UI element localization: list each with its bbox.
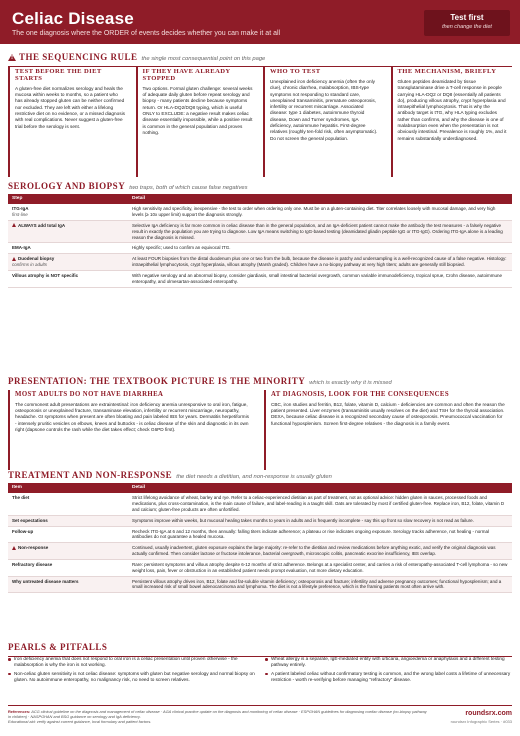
table-row — [8, 576, 512, 593]
sequencing-boxes — [8, 67, 512, 177]
pearls-section-header — [8, 642, 512, 657]
table-row — [8, 220, 512, 243]
row-detail: Continued, usually inadvertent, gluten exposure explains the large majority: re-refer to the dietitian and review medications before anything exotic, and verify the original diagnosis was actually confirmed. Then consider lactose or fructose intolerance, bacterial overgrowth, microscopic colitis, pancreatic exocrine insufficiency, IBS overlap. — [128, 543, 512, 560]
page-title: Celiac Disease — [12, 9, 134, 28]
presentation-right — [264, 390, 512, 470]
row-key: Set expectations — [8, 515, 128, 526]
serology-section-header — [8, 181, 512, 193]
box-heading: IF THEY HAVE ALREADY STOPPED — [142, 68, 231, 82]
box-body: Gluten peptides deamidated by tissue transglutaminase drive a T-cell response in people carrying HLA-DQ2 or DQ8 (essentially all patients do), producing villous atrophy, crypt hyperplasia and intraepithelial lymphocytosis. That is why the antibody target is tTG, why HLA typing excludes rather than confirms, and why the disease is one of malabsorption even when the presentation is not obviously intestinal. Prevalence is roughly 1%, and it remains substantially underdiagnosed. — [397, 78, 507, 141]
table-row — [8, 515, 512, 526]
row-detail: At least FOUR biopsies from the distal duodenum plus one or two from the bulb, because the disease is patchy and undersampling is a well-recognized cause of a false negative. Histology: intraepithelial lymphocytosis, crypt hyperplasia, villous atrophy (Marsh graded). Children have a no-biopsy pathway at very high titers; adults are generally still biopsied. — [128, 254, 512, 271]
list-item: A patient labeled celiac without confirmatory testing is common, and the wrong label costs a lifetime of unnecessary restriction - worth re-verifying before managing "refractory" disease. — [265, 671, 512, 684]
page-header — [0, 0, 520, 44]
treatment-title: TREATMENT AND NON-RESPONSE — [8, 470, 173, 480]
list-item: Wheat allergy is a separate, IgE-mediated entity with urticaria, angioedema or anaphylaxis and a different testing pathway entirely. — [265, 656, 512, 669]
row-key: tTG-IgA — [12, 206, 29, 212]
table-row — [8, 243, 512, 254]
box-heading: THE MECHANISM, BRIEFLY — [397, 68, 497, 75]
sequencing-title: THE SEQUENCING RULE — [19, 52, 138, 62]
column-body: The commonest adult presentations are extraintestinal: iron deficiency anemia unresponsive to oral iron, fatigue, osteoporosis or unexplained fracture, transaminase elevation, infertility or recurrent miscarriage, neuropathy, headache. GI symptoms when present are often bloating and pain labeled IBS for years. Dermatitis herpetiformis - intensely pruritic vesicles on elbows, knees and buttocks - is celiac disease of the skin and diagnostic in its own right (dapsone controls the rash while the diet takes effect; check G6PD first). — [15, 401, 249, 433]
column-header: Step — [8, 194, 128, 204]
box-who-to-test — [263, 67, 385, 177]
presentation-columns — [8, 390, 512, 470]
list-item: Non-celiac gluten sensitivity is not celiac disease: symptoms with gluten but negative serology and normal biopsy on gluten. No autoimmune enteropathy, no malignancy risk, no need to screen relatives. — [8, 671, 255, 684]
row-key: Follow-up — [8, 526, 128, 543]
presentation-section-header — [8, 376, 512, 388]
row-detail: Persistent villous atrophy drives iron, B12, folate and fat-soluble vitamin deficiency; osteoporosis and fracture; infertility and adverse pregnancy outcomes; functional hyposplenism; and a small increased risk of small bowel adenocarcinoma and lymphoma. The diet is not a lifestyle preference, which is the framing patients most often arrive with. — [128, 576, 512, 593]
table-row — [8, 543, 512, 560]
column-header: Item — [8, 483, 128, 493]
row-note: first-line — [12, 211, 28, 217]
row-detail: With negative serology and an abnormal biopsy, consider giardiasis, small intestinal bacterial overgrowth, common variable immunodeficiency, tropical sprue, Crohn disease, autoimmune enteropathy, and olmesartan-associated enteropathy. — [128, 270, 512, 287]
series-label: roundsrx Infographic Series · #033 — [450, 719, 512, 724]
disclaimer: Educational aid: verify against current guidance, local formulary and patient factors. — [8, 719, 152, 725]
warning-icon — [8, 54, 16, 61]
warning-icon — [12, 223, 16, 227]
row-detail: Rare: persistent symptoms and villous atrophy despite 6-12 months of strict adherence. Belongs at a specialist center, and carries a risk of enteropathy-associated T-cell lymphoma - so new weight loss, pain, fever or obstruction in an established patient needs prompt evaluation, not more dietary education. — [128, 559, 512, 576]
table-row — [8, 270, 512, 287]
warning-icon — [12, 257, 16, 261]
presentation-title: PRESENTATION: THE TEXTBOOK PICTURE IS THE MINORITY — [8, 376, 306, 386]
box-body: Two options. Formal gluten challenge: several weeks of adequate daily gluten before repeat serology and biopsy - many patients decline because symptoms return. Or HLA-DQ2/DQ8 typing, which is useful ONLY to EXCLUDE: a negative result makes celiac disease essentially impossible, while a positive result is common in the general population and proves nothing. — [142, 85, 253, 135]
page-footer — [8, 705, 512, 724]
row-detail: Symptoms improve within weeks, but mucosal healing takes months to years in adults and is frequently incomplete - say this up front so slow recovery is not read as failure. — [128, 515, 512, 526]
table-row — [8, 493, 512, 515]
presentation-subtitle: which is exactly why it is missed — [309, 380, 392, 386]
box-body: Unexplained iron deficiency anemia (often the only clue), chronic diarrhea, malabsorption, IBS-type symptoms not responding to standard care, unexplained transaminitis, premature osteoporosis, infertility or recurrent miscarriage. Associated disease: type 1 diabetes, autoimmune thyroid disease, Down and Turner syndromes, IgA deficiency, autoimmune hepatitis. First-degree relatives (roughly ten-fold risk, often asymptomatic). Do not screen the general population. — [270, 78, 378, 141]
row-key: Duodenal biopsy — [18, 256, 55, 262]
badge-title: Test first — [450, 13, 484, 22]
box-test-before-diet — [8, 67, 130, 177]
row-detail: Highly specific; used to confirm an equivocal tTG. — [128, 243, 512, 254]
references-label: References: — [8, 709, 31, 714]
sequencing-section-header — [8, 52, 512, 67]
test-first-badge — [424, 10, 510, 36]
row-detail: High sensitivity and specificity, inexpensive - the test to order when ordering only one. Must be on a gluten-containing diet. Titer correlates loosely with mucosal damage, and very high levels (≥ 10x upper limit) support the diagnosis strongly. — [128, 204, 512, 220]
column-header: Detail — [128, 483, 512, 493]
badge-subtitle: then change the diet — [442, 24, 492, 31]
box-body: A gluten-free diet normalizes serology and heals the mucosa within weeks to months, so a patient who has already stopped gluten can be neither confirmed nor excluded. They are left with either a lifelong restrictive diet on no evidence, or a missed diagnosis with real complications. Never suggest a gluten-free trial before the serology is sent. — [15, 85, 125, 129]
column-heading: AT DIAGNOSIS, LOOK FOR THE CONSEQUENCES — [271, 391, 450, 398]
serology-table — [8, 194, 512, 288]
pearls-title: PEARLS & PITFALLS — [8, 642, 108, 652]
table-row — [8, 526, 512, 543]
row-key: Villous atrophy is NOT specific — [12, 272, 79, 278]
table-header-row — [8, 194, 512, 204]
box-heading: WHO TO TEST — [270, 68, 321, 75]
table-row — [8, 254, 512, 271]
box-heading: TEST BEFORE THE DIET STARTS — [15, 68, 102, 82]
page-subtitle: The one diagnosis where the ORDER of events decides whether you can make it at all — [12, 30, 281, 37]
row-key: ALWAYS add total IgA — [18, 222, 66, 228]
warning-icon — [12, 546, 16, 550]
column-heading: MOST ADULTS DO NOT HAVE DIARRHEA — [15, 391, 164, 398]
row-key: Refractory disease — [8, 559, 128, 576]
sequencing-subtitle: the single most consequential point on this page — [141, 56, 266, 62]
column-header: Detail — [128, 194, 512, 204]
treatment-table — [8, 483, 512, 593]
table-header-row — [8, 483, 512, 493]
row-detail: Recheck tTG-IgA at 6 and 12 months, then annually: falling titers indicate adherence; a plateau or rise indicates ongoing exposure. Serology tracks adherence, not healing - normal antibodies do not guarantee a healed mucosa. — [128, 526, 512, 543]
row-detail: Selective IgA deficiency is far more common in celiac disease than in the general population, and an IgA-deficient patient cannot make the antibody the test measures - a falsely negative result in exactly the population you are trying to diagnose. Low IgA means switching to IgG-based testing (deamidated gliadin peptide IgG or tTG-IgG). Ordering tTG-IgA alone is a leading reason the diagnosis is missed. — [128, 220, 512, 243]
serology-title: SEROLOGY AND BIOPSY — [8, 181, 126, 191]
row-key: The diet — [8, 493, 128, 515]
row-detail: Strict lifelong avoidance of wheat, barley and rye. Refer to a celiac-experienced dietitian as part of treatment, not as optional advice: hidden gluten in sauces, processed foods and medications, plus cross-contamination, is the main cause of failure, and label-reading is a taught skill. Oats are tolerated by most if certified gluten-free. Replace iron, B12, folate, vitamin D and calcium; gluten-free products are often unfortified. — [128, 493, 512, 515]
presentation-left — [8, 390, 256, 470]
row-key: Why untreated disease matters — [8, 576, 128, 593]
column-body: CBC, iron studies and ferritin, B12, folate, vitamin D, calcium - deficiencies are common and often the reason the patient presented. Liver enzymes (transaminitis usually resolves on the diet) and TSH for the thyroid association. DEXA, because celiac disease is a recognized secondary cause of osteoporosis. Pneumococcal vaccination for functional hyposplenism. Screen first-degree relatives - the diagnosis is a family event. — [271, 401, 505, 426]
table-row — [8, 559, 512, 576]
treatment-section-header — [8, 470, 512, 482]
serology-subtitle: two traps, both of which cause false negatives — [129, 185, 248, 191]
box-already-stopped — [136, 67, 258, 177]
site-link[interactable]: roundsrx.com — [465, 710, 512, 717]
treatment-subtitle: the diet needs a dietitian, and non-response is usually gluten — [176, 474, 332, 480]
pearls-list — [8, 656, 512, 685]
row-note: confirms in adults — [12, 262, 48, 268]
box-mechanism — [391, 67, 513, 177]
list-item: Iron deficiency anemia that does not respond to oral iron is a celiac presentation until proven otherwise - the malabsorption is why the iron is not working. — [8, 656, 255, 669]
references-text: ACG clinical guideline on the diagnosis and management of celiac disease · AGA clinical practice update on the diagnosis and monitoring of celiac disease · ESPGHAN guidelines for diagnosing coeliac disease (no-biopsy pathway in children) · NASPGHAN and BSG guidance on serology and IgA deficiency. — [8, 709, 427, 720]
row-key: Non-response — [18, 545, 49, 551]
row-key: EMA-IgA — [12, 245, 31, 251]
table-row — [8, 204, 512, 220]
